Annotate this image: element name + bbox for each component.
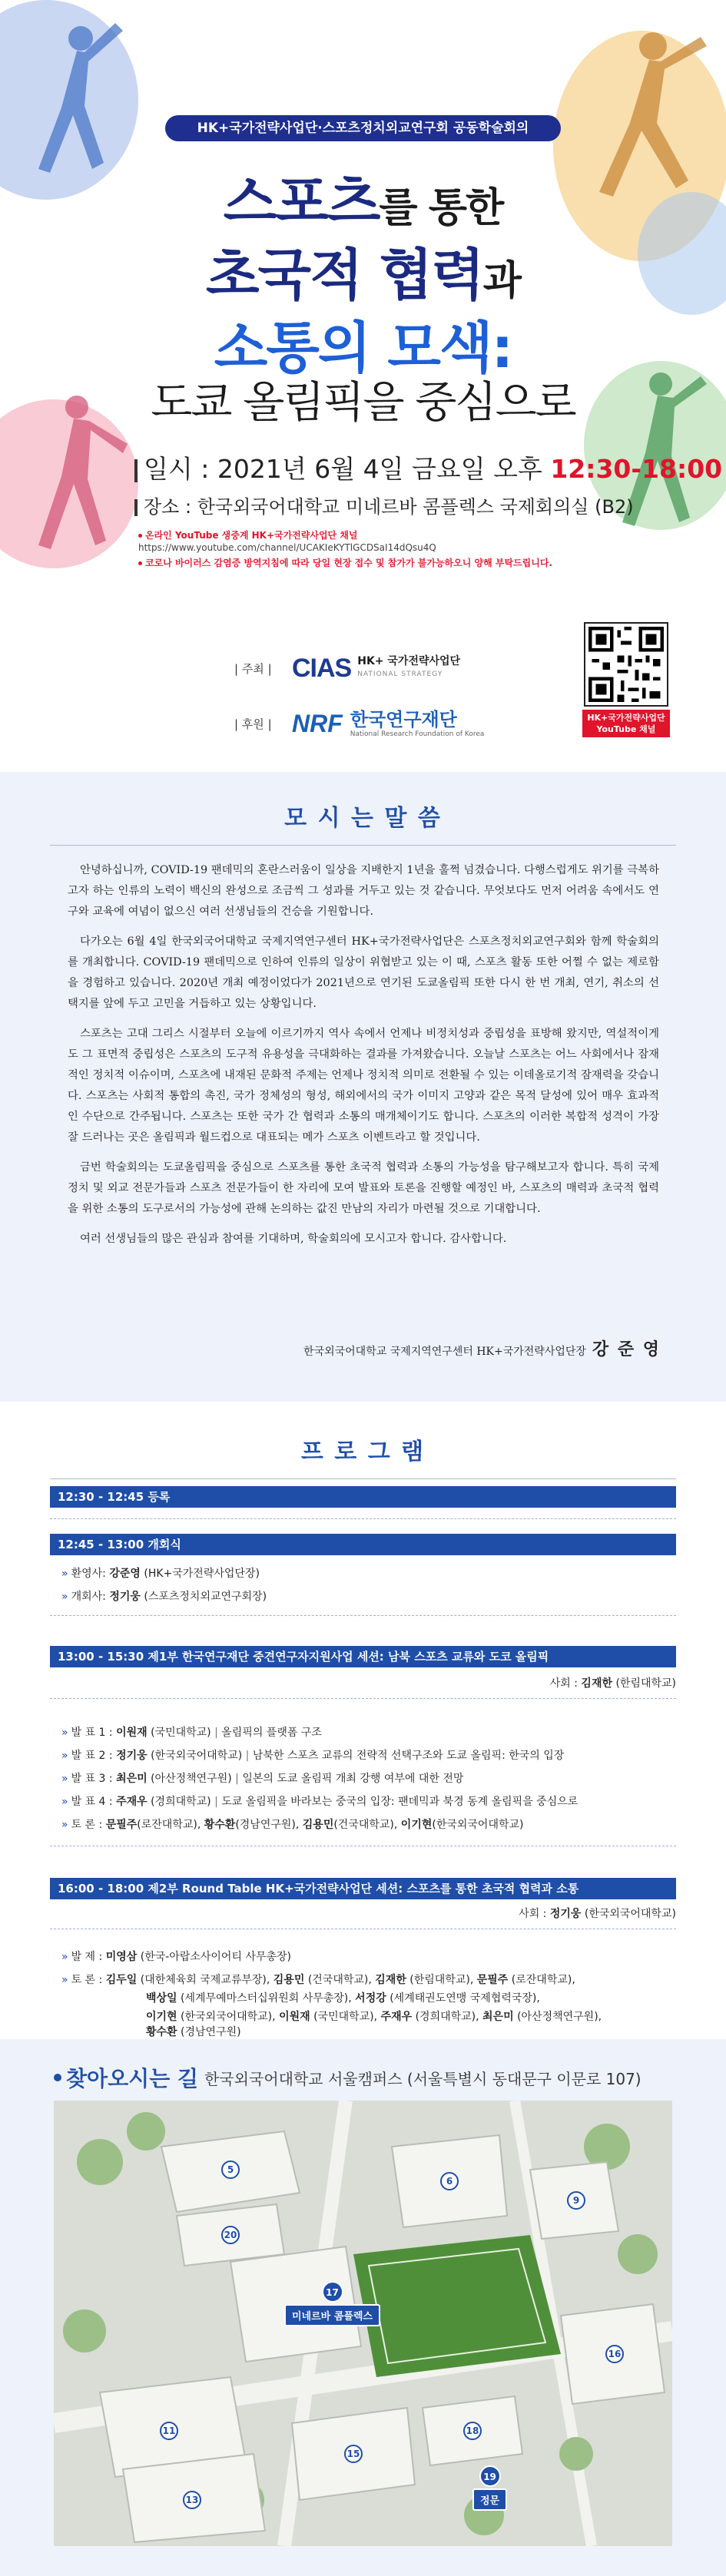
program-title: 프 로 그 램 xyxy=(300,1439,426,1465)
host-label: | 주최 | xyxy=(234,661,272,676)
person-name: 최은미 xyxy=(482,2011,514,2023)
role: 토 론 : xyxy=(71,1974,103,1986)
directions-address: 한국외국어대학교 서울캠퍼스 (서울특별시 동대문구 이문로 107) xyxy=(204,2069,641,2088)
title-line-4 xyxy=(0,369,726,430)
arrow-icon: » xyxy=(61,1974,68,1986)
affiliation: (아산정책연구원) xyxy=(151,1773,232,1785)
role: 개회사: xyxy=(71,1591,106,1603)
directions-section xyxy=(0,2039,726,2576)
hero-content xyxy=(0,0,726,772)
session-1-presentation-1 xyxy=(61,1724,322,1740)
slot-session-2: 16:00 - 18:00 제2부 Round Table HK+국가전략사업단 세션: 스포츠를 통한 초국적 협력과 소통 xyxy=(50,1878,676,1899)
person-name: 문필주 xyxy=(105,1819,138,1831)
slot-opening: 12:45 - 13:00 개회식 xyxy=(50,1534,676,1555)
support-name-en: National Research Foundation of Korea xyxy=(350,730,485,738)
event-place xyxy=(134,492,634,518)
affiliation: (경남연구원), xyxy=(235,1819,300,1831)
host-name xyxy=(357,655,460,681)
person-name: 주재우 xyxy=(116,1796,148,1808)
affiliation: (경희대학교), xyxy=(415,2011,479,2023)
title-sports: 스포츠 xyxy=(223,170,380,234)
person-name: 정기웅 xyxy=(116,1750,148,1762)
affiliation: (세계무예마스터십위원회 사무총장), xyxy=(181,1992,352,2005)
person-name: 김두일 xyxy=(105,1974,138,1986)
support-name xyxy=(350,709,485,738)
greeting-divider xyxy=(50,845,676,846)
title-transnational: 초국적 협력 xyxy=(205,243,483,307)
building-number: 6 xyxy=(446,2176,453,2187)
qr-label-line-1: HK+국가전략사업단 xyxy=(587,713,665,723)
youtube-qr-code[interactable] xyxy=(584,622,668,707)
greeting-paragraph: 금번 학술회의는 도쿄올림픽을 중심으로 스포츠를 통한 초국적 협력과 소통의 가능성을 탐구해보고자 합니다. 특히 국제정치 및 외교 전문가들과 스포츠 전문가들이 한 자리에 모여 발표와 토론을 진행할 예정인 바, 스포츠의 매력과 초국적 협력을 위한 소통의 도구로서의 가능성에 관해 논의하는 값진 만남의 자리가 마련될 것으로 기대합니다. xyxy=(68,1161,659,1215)
greeting-paragraph: 다가오는 6월 4일 한국외국어대학교 국제지역연구센터 HK+국가전략사업단은 스포츠정치외교연구회와 함께 학술회의를 개최합니다. COVID-19 팬데믹으로 인하여 인류의 일상이 위협받고 있는 이 때, 스포츠 활동 또한 어쩔 수 없는 제로함을 경험하고 있습니다. 2020년 개최 예정이었다가 2021년으로 연기된 도쿄올림픽 또한 다시 한 번 개최, 연기, 취소의 선택지를 앞에 두고 고민을 거듭하고 있는 상황입니다. xyxy=(68,935,659,1010)
role: 발 표 2 : xyxy=(71,1750,113,1762)
session-2-discussants-row-3 xyxy=(146,2008,602,2024)
session-2-chair xyxy=(519,1906,676,1921)
title-line-1 xyxy=(0,157,726,237)
affiliation: (한국외국어대학교) xyxy=(432,1819,524,1831)
greeting-title: 모 시 는 말 씀 xyxy=(284,805,442,832)
person-name: 정기웅 xyxy=(549,1908,582,1920)
cias-logo: CIAS xyxy=(292,653,352,683)
hero-section xyxy=(0,0,726,772)
person-name: 백상일 xyxy=(146,1992,177,2005)
arrow-icon: » xyxy=(61,1796,68,1808)
signature-org: 한국외국어대학교 국제지역연구센터 HK+국가전략사업단장 xyxy=(303,1346,586,1358)
arrow-icon: » xyxy=(61,1750,68,1762)
date-value: 2021년 6월 4일 금요일 오후 xyxy=(217,454,542,484)
qr-code-icon xyxy=(588,627,664,702)
person-name: 정기웅 xyxy=(109,1591,141,1603)
nrf-logo: NRF xyxy=(292,709,343,737)
session-1-presentation-4 xyxy=(61,1793,578,1809)
place-bar xyxy=(134,499,138,516)
host-row xyxy=(234,645,460,691)
person-name: 주재우 xyxy=(380,2011,413,2023)
role: 발 제 : xyxy=(71,1951,103,1963)
qr-label-line-2: YouTube 채널 xyxy=(596,724,656,734)
affiliation: (한국외국어대학교) xyxy=(584,1908,676,1920)
pin-label-minerva: 미네르바 콤플렉스 xyxy=(284,2304,380,2326)
campus-map[interactable] xyxy=(54,2101,672,2546)
building-number: 5 xyxy=(227,2164,234,2175)
role: 발 표 4 : xyxy=(71,1796,113,1808)
qr-label xyxy=(582,710,670,737)
topic: 일본의 도쿄 올림픽 개최 강행 여부에 대한 전망 xyxy=(242,1773,464,1785)
greeting-paragraph: 스포츠는 고대 그리스 시절부터 오늘에 이르기까지 역사 속에서 언제나 비정치성과 중립성을 표방해 왔지만, 역설적이게도 그 표면적 중립성은 스포츠의 도구적 유용성을 극대화하는 결과를 가져왔습니다. 오늘날 스포츠는 어느 사회에서나 잠재적인 정치적 이슈이며, 스포츠에 내재된 문화적 주제는 언제나 정치적 의미로 전환될 수 있는 이데올로기적 잠재력을 갖습니다. 스포츠는 사회적 통합의 촉진, 국가 정체성의 형성, 해외에서의 국가 이미지 고양과 같은 목적 달성에 있어 매우 효과적인 수단으로 간주됩니다. 스포츠는 또한 국가 간 협력과 소통의 매개체이기도 합니다. 스포츠의 이러한 복합적 성격이 가장 잘 드러나는 곳은 올림픽과 월드컵으로 대표되는 메가 스포츠 이벤트라고 할 것입니다. xyxy=(68,1028,659,1144)
greeting-paragraph: 안녕하십니까, COVID-19 팬데믹의 혼란스러움이 일상을 지배한지 1년을 훌쩍 넘겼습니다. 다행스럽게도 위기를 극복하고자 하는 인류의 노력이 백신의 완성으로 조금씩 그 성과를 거두고 있는 것 같습니다. 무엇보다도 먼저 어려움 속에서도 연구와 교육에 여념이 없으신 여러 선생님들의 건승을 기원합니다. xyxy=(68,864,659,918)
arrow-icon: » xyxy=(61,1819,68,1831)
role: 환영사: xyxy=(71,1568,106,1580)
role: 사회 : xyxy=(519,1908,547,1920)
arrow-icon: » xyxy=(61,1773,68,1785)
title-line-2 xyxy=(0,230,726,310)
person-name: 이원재 xyxy=(116,1727,148,1739)
note-covid-text: 코로나 바이러스 감염증 방역지침에 따라 당일 현장 접수 및 참가가 불가능하오니 양해 부탁드립니다. xyxy=(145,558,552,568)
building-number: 16 xyxy=(608,2349,622,2359)
note-youtube-text: 온라인 YouTube 생중계 HK+국가전략사업단 채널 xyxy=(145,530,358,541)
session-1-presentation-2 xyxy=(61,1747,564,1763)
affiliation: (한림대학교), xyxy=(409,1974,474,1986)
affiliation: (건국대학교), xyxy=(307,1974,372,1986)
role: 발 표 1 : xyxy=(71,1727,113,1739)
organizer-banner: HK+국가전략사업단·스포츠정치외교연구회 공동학술회의 xyxy=(165,115,561,141)
person-name: 최은미 xyxy=(116,1773,148,1785)
support-name-ko: 한국연구재단 xyxy=(350,709,457,730)
note-url[interactable] xyxy=(138,542,436,553)
session-1-chair xyxy=(550,1675,676,1690)
person-name: 강준영 xyxy=(109,1568,141,1580)
affiliation: (대한체육회 국제교류부장), xyxy=(140,1974,270,1986)
topic: 남북한 스포츠 교류의 전략적 선택구조와 도쿄 올림픽: 한국의 입장 xyxy=(252,1750,565,1762)
affiliation: (로잔대학교), xyxy=(137,1819,201,1831)
youtube-url-link[interactable]: https://www.youtube.com/channel/UCAKIeKYTlGCDSaI14dQsu4Q xyxy=(138,542,436,553)
session-2-discussants-row-4 xyxy=(146,2024,241,2039)
support-label: | 후원 | xyxy=(234,717,272,731)
affiliation: (경남연구원) xyxy=(181,2026,241,2038)
affiliation: (국민대학교) xyxy=(151,1727,211,1739)
title-and: 과 xyxy=(482,258,521,304)
session-2-discussants-row-1 xyxy=(61,1972,575,1987)
person-name: 이원재 xyxy=(279,2011,310,2023)
bullet-icon xyxy=(138,561,142,565)
program-divider xyxy=(50,1478,676,1479)
opening-address xyxy=(61,1588,267,1604)
affiliation: (스포츠정치외교연구회장) xyxy=(144,1591,267,1603)
affiliation: (한국외국어대학교), xyxy=(181,2011,276,2023)
note-covid xyxy=(138,556,552,569)
affiliation: (한림대학교) xyxy=(615,1677,676,1690)
pin-minerva-complex[interactable] xyxy=(284,2281,380,2326)
directions-title-row xyxy=(54,2062,641,2093)
date-bar xyxy=(134,459,138,482)
host-name-text: HK+ 국가전략사업단 xyxy=(357,655,461,667)
session-2-discussants-row-2 xyxy=(146,1990,540,2005)
person-name: 이기현 xyxy=(400,1819,433,1831)
time-value: 12:30-18:00 xyxy=(550,454,723,484)
session-1-presentation-3 xyxy=(61,1770,463,1786)
pin-main-gate[interactable] xyxy=(472,2465,507,2511)
slot-session-1: 13:00 - 15:30 제1부 한국연구재단 중견연구자지원사업 세션: 남북 스포츠 교류와 도코 올림픽 xyxy=(50,1646,676,1667)
affiliation: (국민대학교), xyxy=(313,2011,378,2023)
affiliation: (경희대학교) xyxy=(151,1796,211,1808)
separator: | xyxy=(245,1750,250,1762)
person-name: 김용민 xyxy=(273,1974,305,1986)
building-number: 20 xyxy=(224,2230,237,2240)
pin-number-17: 17 xyxy=(322,2281,343,2303)
title-tokyo: 도쿄 올림픽을 중심으로 xyxy=(151,378,575,428)
dash-divider xyxy=(50,1615,676,1616)
title-through: 를 통한 xyxy=(379,185,503,231)
arrow-icon: » xyxy=(61,1951,68,1963)
building-number: 15 xyxy=(346,2449,360,2459)
person-name: 김재한 xyxy=(375,1974,406,1986)
person-name: 문필주 xyxy=(476,1974,509,1986)
greeting-body xyxy=(68,860,659,1259)
building-number: 18 xyxy=(466,2425,479,2436)
event-date xyxy=(134,449,722,485)
role: 토 론 : xyxy=(71,1819,103,1831)
greeting-section xyxy=(0,772,726,1402)
slot-registration: 12:30 - 12:45 등록 xyxy=(50,1486,676,1508)
session-1-discussants xyxy=(61,1816,524,1832)
topic: 도쿄 올림픽을 바라보는 중국의 입장: 팬데믹과 북경 동계 올림픽을 중심으로 xyxy=(221,1796,578,1808)
bullet-icon xyxy=(138,534,142,538)
person-name: 서정강 xyxy=(355,1992,386,2005)
title-communication: 소통의 모색: xyxy=(214,316,512,380)
building-number: 9 xyxy=(572,2195,580,2206)
dash-divider xyxy=(50,1518,676,1519)
person-name: 황수환 xyxy=(204,1819,236,1831)
dash-divider xyxy=(50,1698,676,1699)
program-section xyxy=(0,1402,726,2039)
session-2-presenter xyxy=(61,1949,291,1964)
person-name: 김용민 xyxy=(302,1819,334,1831)
arrow-icon: » xyxy=(61,1568,68,1580)
signature-name: 강 준 영 xyxy=(592,1339,661,1359)
place-label: 장소 : xyxy=(144,496,192,518)
place-value: 한국외국어대학교 미네르바 콤플렉스 국제회의실 (B2) xyxy=(197,496,634,518)
building-number: 13 xyxy=(185,2495,199,2505)
note-youtube xyxy=(138,528,358,541)
greeting-signature xyxy=(0,1336,661,1360)
arrow-icon: » xyxy=(61,1727,68,1739)
bullet-icon xyxy=(54,2074,61,2081)
affiliation: (한국외국어대학교) xyxy=(151,1750,243,1762)
role: 발 표 3 : xyxy=(71,1773,113,1785)
greeting-paragraph: 여러 선생님들의 많은 관심과 참여를 기대하며, 학술회의에 모시고자 합니다. 감사합니다. xyxy=(80,1233,507,1245)
affiliation: (HK+국가전략사업단장) xyxy=(144,1568,260,1580)
affiliation: (세계태권도연맹 국제협력국장), xyxy=(390,1992,540,2005)
role: 사회 : xyxy=(549,1677,578,1690)
separator: | xyxy=(214,1727,218,1739)
support-row xyxy=(234,700,484,747)
person-name: 이기현 xyxy=(146,2011,177,2023)
building-number: 11 xyxy=(162,2425,176,2436)
topic: 올림픽의 플랫폼 구조 xyxy=(221,1727,322,1739)
person-name: 미영삼 xyxy=(105,1951,138,1963)
person-name: 황수환 xyxy=(146,2026,177,2038)
person-name: 김재한 xyxy=(581,1677,612,1690)
affiliation: (건국대학교), xyxy=(333,1819,398,1831)
host-sub-text: NATIONAL STRATEGY xyxy=(357,670,443,678)
affiliation: (한국-아랍소사이어티 사무총장) xyxy=(140,1951,291,1963)
directions-title: 찾아오시는 길 xyxy=(66,2066,199,2091)
pin-number-19: 19 xyxy=(479,2465,501,2487)
opening-welcome xyxy=(61,1565,260,1581)
affiliation: (아산정책연구원), xyxy=(517,2011,602,2023)
arrow-icon: » xyxy=(61,1591,68,1603)
separator: | xyxy=(214,1796,218,1808)
pin-label-main-gate: 정문 xyxy=(472,2488,507,2511)
date-label: 일시 : xyxy=(144,454,210,484)
affiliation: (로잔대학교), xyxy=(511,1974,575,1986)
separator: | xyxy=(235,1773,239,1785)
